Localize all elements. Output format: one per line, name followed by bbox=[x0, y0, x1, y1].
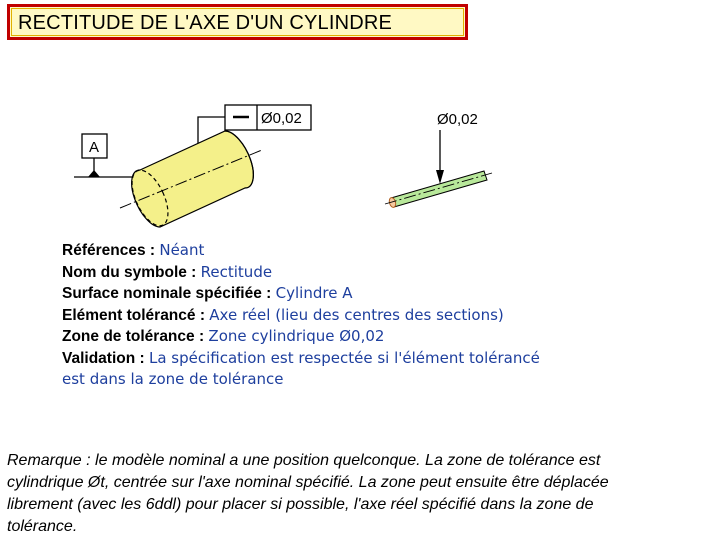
references-row bbox=[62, 240, 540, 262]
validation-value: La spécification est respectée si l'élément tolérancé bbox=[148, 348, 540, 367]
symbol-name-label: Nom du symbole : bbox=[62, 263, 201, 281]
remark-line-2: cylindrique Øt, centrée sur l'axe nominal spécifié. La zone peut ensuite être déplacée bbox=[7, 474, 609, 491]
page-title-text: RECTITUDE DE L'AXE D'UN CYLINDRE bbox=[18, 12, 393, 34]
specification-description bbox=[62, 240, 540, 391]
datum-triangle-icon bbox=[88, 170, 100, 177]
nominal-surface-row bbox=[62, 283, 540, 305]
validation-row bbox=[62, 348, 540, 370]
toleranced-element-label: Elément tolérancé : bbox=[62, 306, 210, 324]
nominal-surface-label: Surface nominale spécifiée : bbox=[62, 285, 276, 302]
tolerance-zone-value: Zone cylindrique Ø0,02 bbox=[208, 327, 385, 345]
tolerance-frame bbox=[225, 105, 311, 130]
references-label: Références : bbox=[62, 242, 160, 259]
symbol-name-value: Rectitude bbox=[200, 262, 273, 281]
tolerance-frame-value: Ø0,02 bbox=[261, 110, 302, 127]
tolerance-zone-label: Zone de tolérance : bbox=[62, 328, 209, 345]
datum-label: A bbox=[89, 139, 100, 156]
toleranced-element-value: Axe réel (lieu des centres des sections) bbox=[209, 305, 504, 324]
toleranced-element-row bbox=[62, 305, 540, 327]
symbol-name-row bbox=[62, 262, 540, 284]
tolerance-drawing bbox=[0, 0, 720, 240]
cylinder-part bbox=[120, 131, 262, 231]
remark-line-3: librement (avec les 6ddl) pour placer si possible, l'axe réel spécifié dans la zone de bbox=[7, 496, 594, 513]
zone-tolerance-value: Ø0,02 bbox=[437, 111, 478, 128]
nominal-surface-value: Cylindre A bbox=[275, 284, 353, 302]
validation-label: Validation : bbox=[62, 349, 149, 367]
validation-value-line2: est dans la zone de tolérance bbox=[62, 370, 284, 388]
cylinder-body bbox=[132, 131, 254, 227]
remark-paragraph bbox=[7, 450, 707, 538]
remark-line-4: tolérance. bbox=[7, 518, 78, 535]
remark-line-1: Remarque : le modèle nominal a une position quelconque. La zone de tolérance est bbox=[7, 452, 601, 469]
tolerance-zone-row bbox=[62, 326, 540, 348]
references-value: Néant bbox=[159, 241, 205, 259]
datum-a bbox=[74, 134, 140, 177]
zone-arrow-icon bbox=[436, 170, 444, 184]
validation-row-continued bbox=[62, 369, 540, 391]
